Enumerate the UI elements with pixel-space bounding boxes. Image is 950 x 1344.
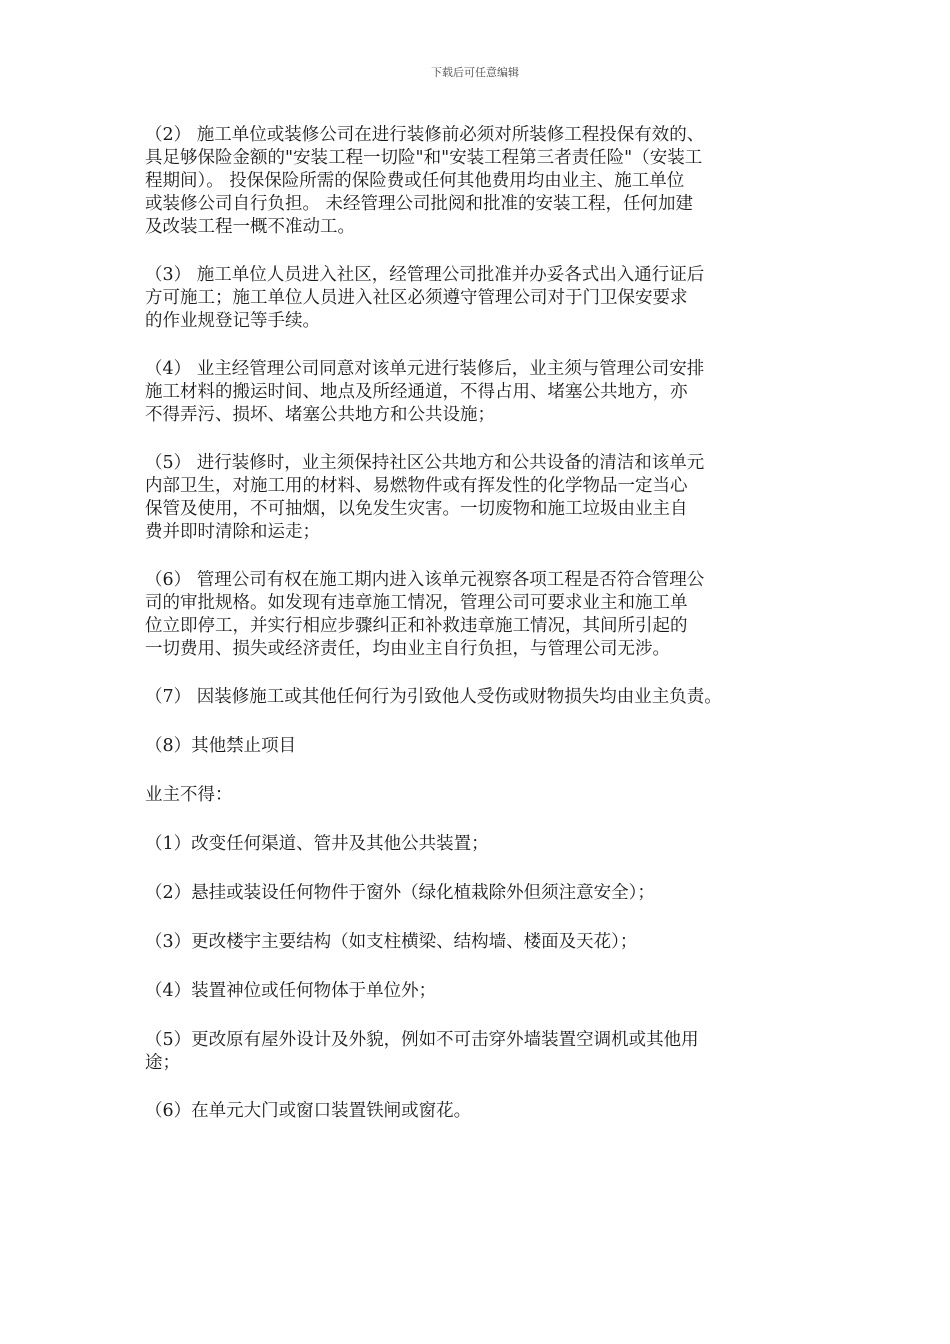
document-body xyxy=(145,124,825,1149)
prohibited-item-1: （1）改变任何渠道、管井及其他公共装置； xyxy=(145,834,489,854)
clause-2-insurance: （2） 施工单位或装修公司在进行装修前必须对所装修工程投保有效的、 具足够保险金额的"安装工程一切险"和"安装工程第三者责任险"（安装工 程期间）。 投保保险所需的保险费或任何其他费用均由业主、施工单位 或装修公司自行负担。 未经管理公司批阅和批准的安装工程，任何加建 及改装工程一概不准动工。 xyxy=(145,125,705,237)
clause-8-prohibited-heading: （8）其他禁止项目 xyxy=(145,736,297,756)
clause-5-hygiene: （5） 进行装修时，业主须保持社区公共地方和公共设备的清洁和该单元 内部卫生，对施工用的材料、易燃物件或有挥发性的化学物品一定当心 保管及使用，不可抽烟，以免发生灾害。一切废物和施工垃圾由业主自 费并即时清除和运走； xyxy=(145,453,705,542)
clause-3-access: （3） 施工单位人员进入社区，经管理公司批准并办妥各式出入通行证后 方可施工；施工单位人员进入社区必须遵守管理公司对于门卫保安要求 的作业规登记等手续。 xyxy=(145,265,705,331)
clause-7-liability: （7） 因装修施工或其他任何行为引致他人受伤或财物损失均由业主负责。 xyxy=(145,687,722,707)
prohibited-item-6: （6）在单元大门或窗口装置铁闸或窗花。 xyxy=(145,1101,472,1121)
clause-4-materials: （4） 业主经管理公司同意对该单元进行装修后，业主须与管理公司安排 施工材料的搬运时间、地点及所经通道，不得占用、堵塞公共地方，亦 不得弄污、损坏、堵塞公共地方和公共设施； xyxy=(145,359,705,425)
prohibited-item-4: （4）装置神位或任何物体于单位外； xyxy=(145,981,437,1001)
owner-must-not-heading: 业主不得： xyxy=(145,785,233,805)
prohibited-item-3: （3）更改楼宇主要结构（如支柱横梁、结构墙、楼面及天花）； xyxy=(145,932,638,952)
clause-6-inspection: （6） 管理公司有权在施工期内进入该单元视察各项工程是否符合管理公 司的审批规格。如发现有违章施工情况，管理公司可要求业主和施工单 位立即停工，并实行相应步骤纠正和补救违章施工情况，其间所引起的 一切费用、损失或经济责任，均由业主自行负担，与管理公司无涉。 xyxy=(145,570,705,659)
prohibited-item-5: （5）更改原有屋外设计及外貌，例如不可击穿外墙装置空调机或其他用 途； xyxy=(145,1030,699,1073)
prohibited-item-2: （2）悬挂或装设任何物件于窗外（绿化植栽除外但须注意安全）； xyxy=(145,883,655,903)
page-header: 下载后可任意编辑 xyxy=(431,66,519,79)
